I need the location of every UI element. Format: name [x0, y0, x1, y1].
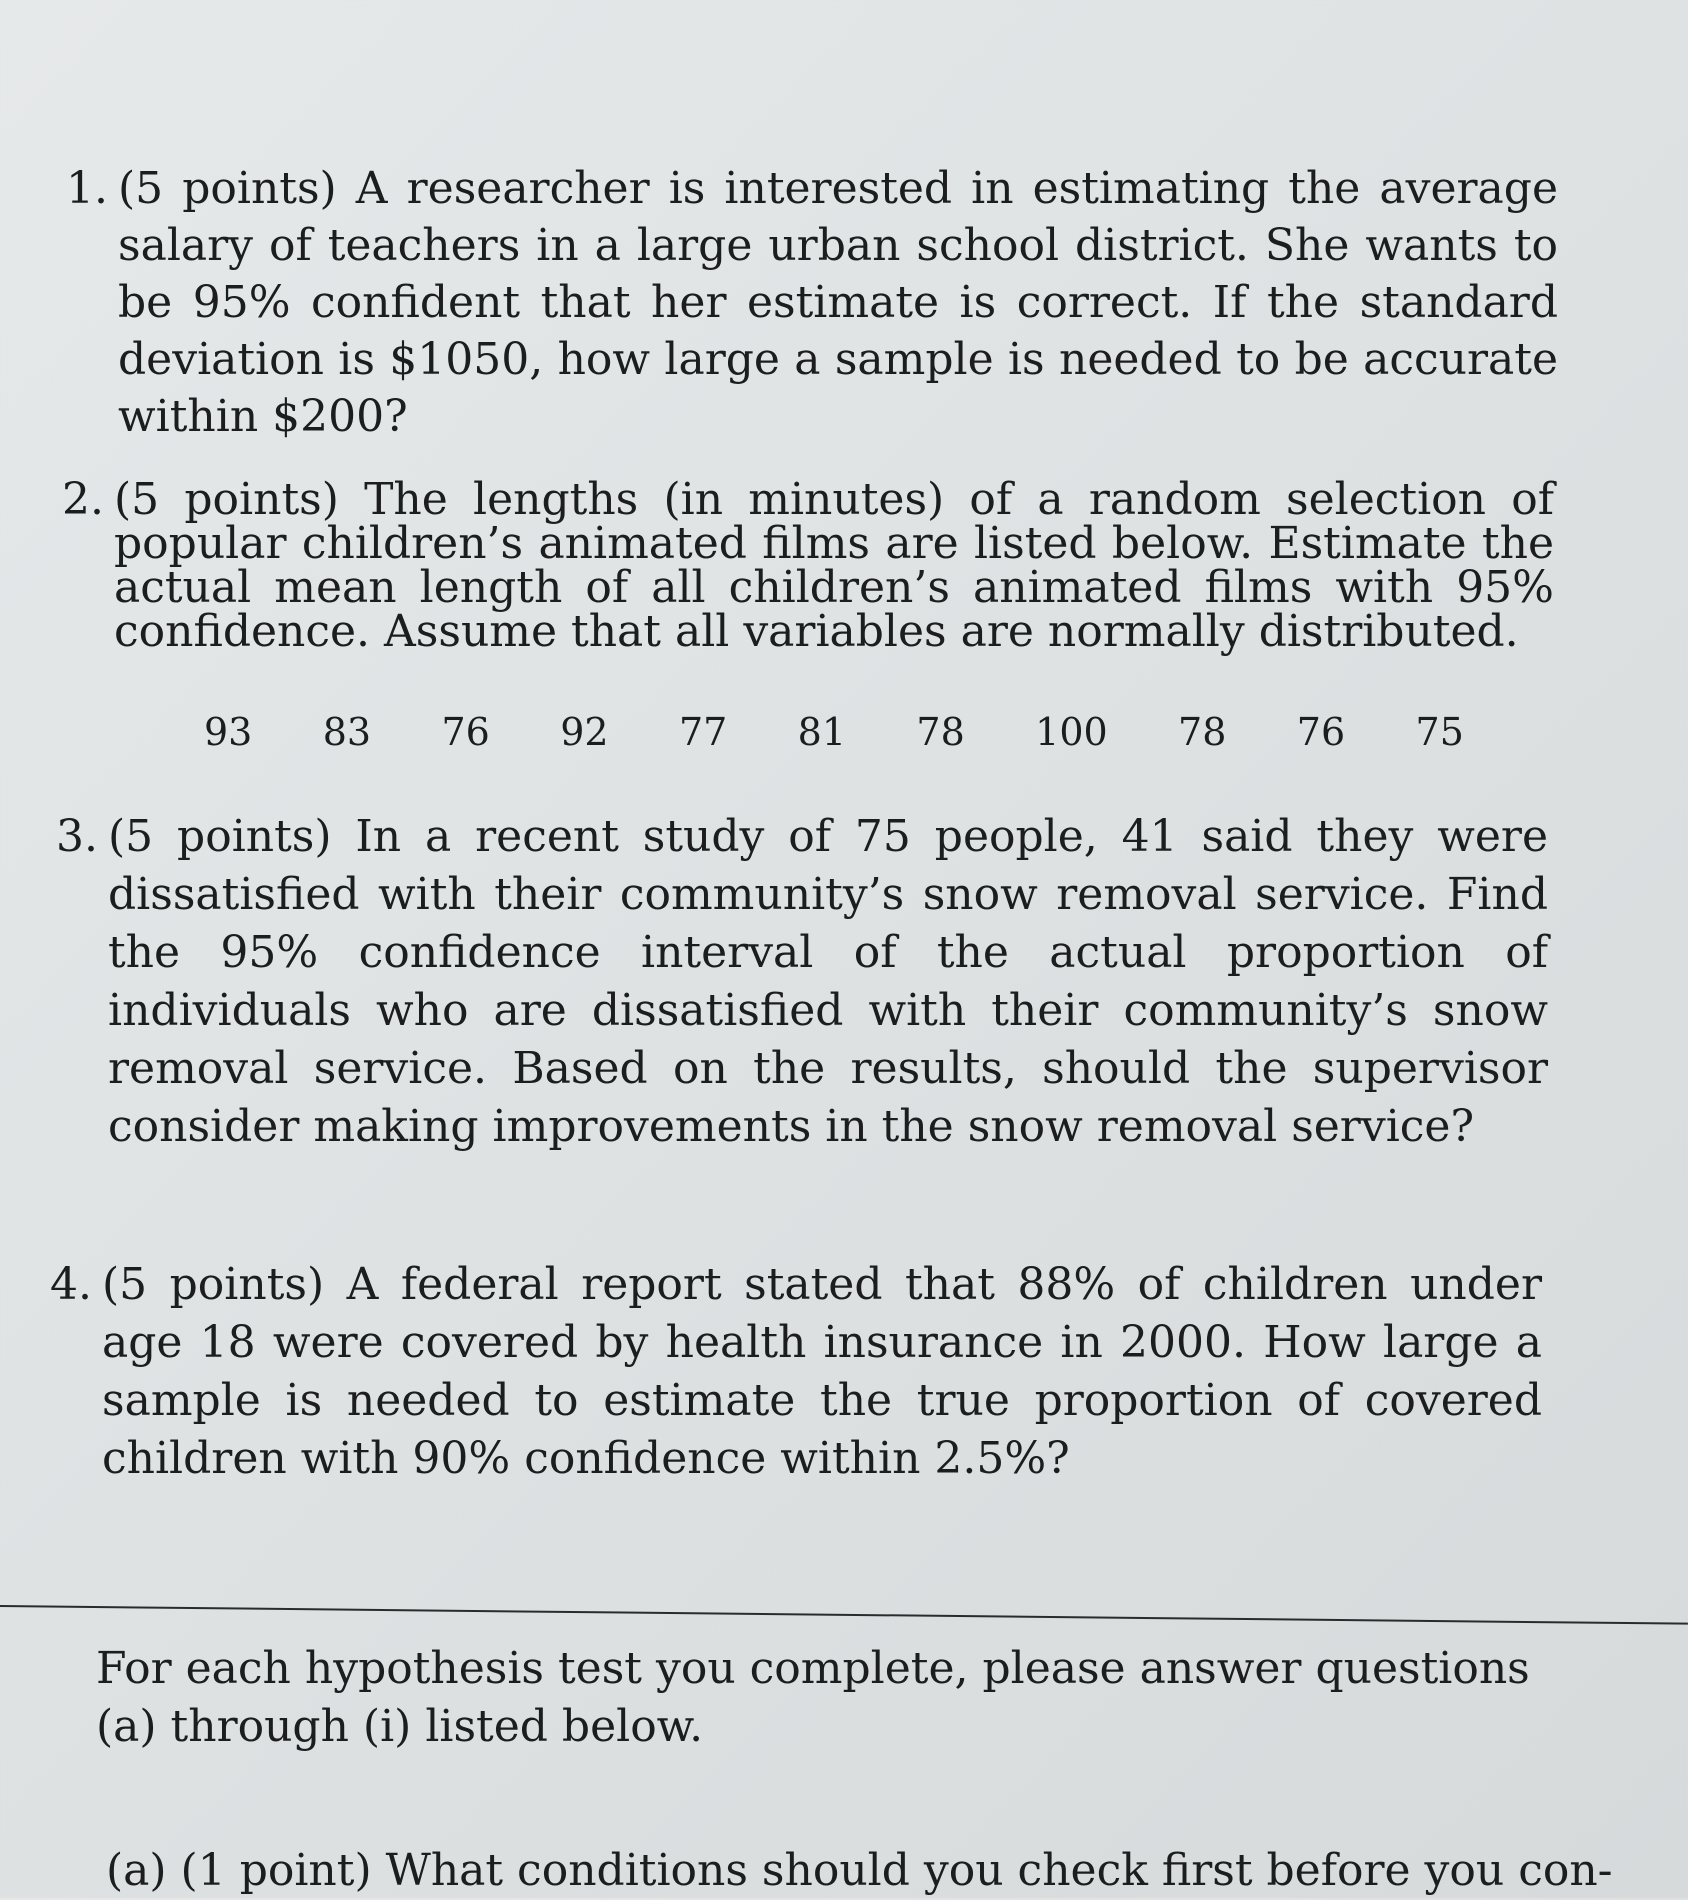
problem-2 — [62, 474, 1554, 657]
instructions-text: For each hypothesis test you complete, please answer questions (a) through (i) listed below. — [96, 1643, 1530, 1752]
data-value: 76 — [1296, 710, 1346, 754]
section-divider — [0, 1605, 1688, 1625]
problem-3 — [56, 808, 1548, 1156]
film-lengths-data — [204, 710, 1464, 754]
data-value: 93 — [204, 710, 253, 754]
data-value: 76 — [441, 710, 490, 754]
problem-text: (5 points) A researcher is interested in estimating the average salary of teachers in a large urban school district. She wants to be 95% confident that her estimate is correct. If the standard deviation is $1050, how large a sample is needed to be accurate within $200? — [118, 163, 1558, 442]
data-value: 77 — [678, 710, 728, 754]
data-value: 78 — [916, 710, 965, 754]
problem-number: 3. — [56, 811, 98, 862]
data-value: 81 — [797, 710, 847, 754]
problem-text: (5 points) A federal report stated that 88% of children under age 18 were covered by health insurance in 2000. How large a sample is needed to estimate the true proportion of covered children with 90% confidence within 2.5%? — [102, 1259, 1542, 1484]
problem-number: 1. — [66, 163, 108, 214]
data-value: 78 — [1178, 710, 1227, 754]
problem-text: (5 points) The lengths (in minutes) of a random selection of popular children’s animated films are listed below. Estimate the actual mean length of all children’s animated films with 95% confidence. Assume that all variables are normally distributed. — [114, 474, 1554, 657]
problem-number: 4. — [50, 1259, 92, 1310]
data-value: 83 — [322, 710, 372, 754]
hypothesis-instructions — [96, 1640, 1536, 1756]
problem-1 — [66, 160, 1558, 445]
data-value: 92 — [560, 710, 609, 754]
data-value: 75 — [1415, 710, 1464, 754]
sub-question-a: (a) (1 point) What conditions should you check first before you con- — [106, 1845, 1613, 1896]
data-value: 100 — [1035, 710, 1108, 754]
problem-text: (5 points) In a recent study of 75 people, 41 said they were dissatisfied with their community’s snow removal service. Find the 95% confidence interval of the actual proportion of individuals who are dissatisfied with their community’s snow removal service. Based on the results, should the supervisor consider making improvements in the snow removal service? — [108, 811, 1548, 1152]
problem-4 — [50, 1256, 1542, 1488]
problem-number: 2. — [62, 474, 104, 525]
